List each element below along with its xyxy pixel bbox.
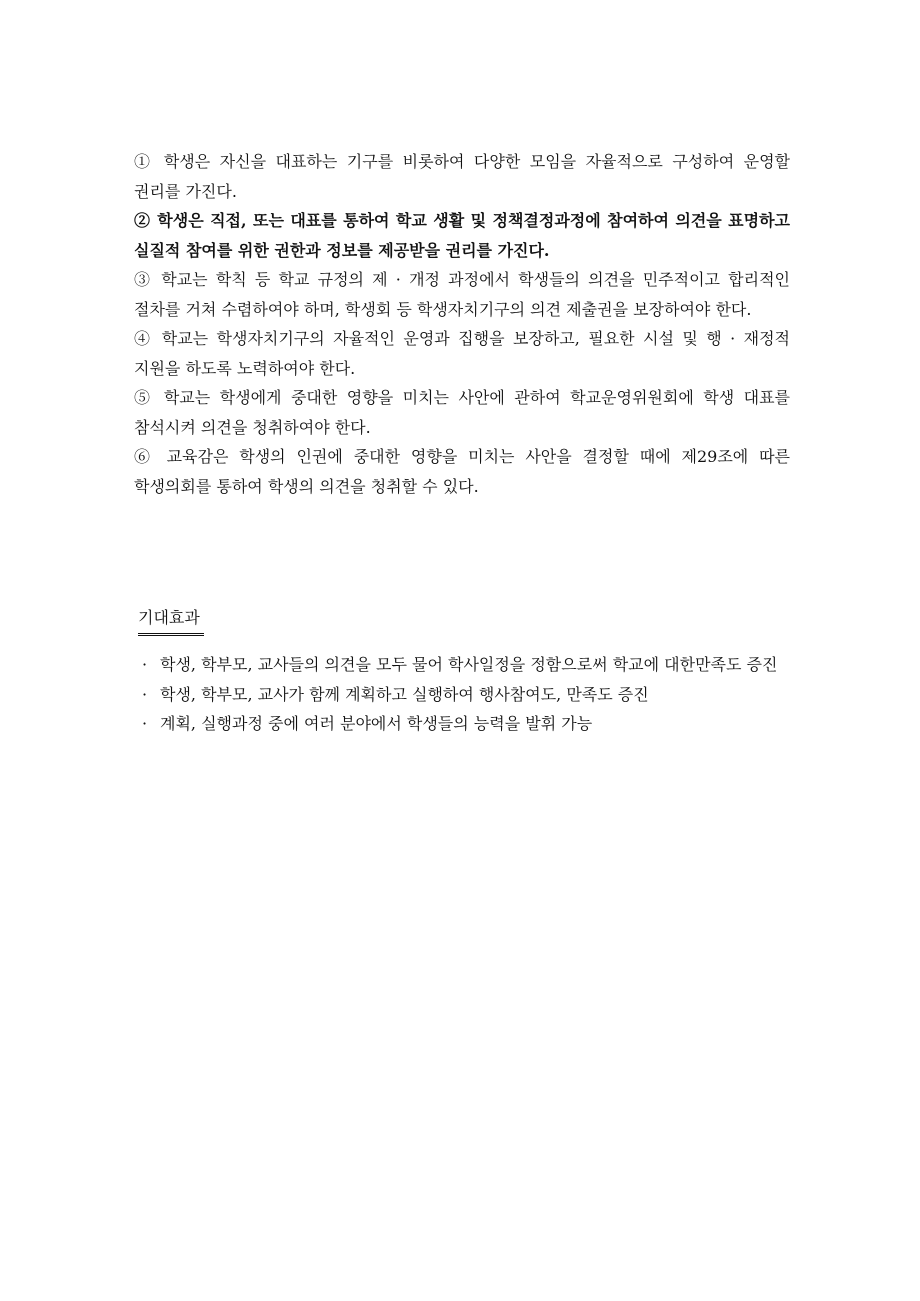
effect-text: 학생, 학부모, 교사들의 의견을 모두 물어 학사일정을 정함으로써 학교에 대한만족도 증진	[160, 655, 778, 674]
clause-4: ④ 학교는 학생자치기구의 자율적인 운영과 집행을 보장하고, 필요한 시설 및 행 · 재정적 지원을 하도록 노력하여야 한다.	[134, 329, 790, 378]
expected-effects-list	[142, 650, 798, 739]
list-item	[142, 709, 798, 739]
clause-2: ② 학생은 직접, 또는 대표를 통하여 학교 생활 및 정책결정과정에 참여하여 의견을 표명하고 실질적 참여를 위한 권한과 정보를 제공받을 권리를 가진다.	[134, 211, 790, 260]
bullet-dot: ·	[142, 714, 148, 733]
clause-5: ⑤ 학교는 학생에게 중대한 영향을 미치는 사안에 관하여 학교운영위원회에 학생 대표를 참석시켜 의견을 청취하여야 한다.	[134, 388, 790, 437]
clause-3: ③ 학교는 학칙 등 학교 규정의 제 · 개정 과정에서 학생들의 의견을 민주적이고 합리적인 절차를 거쳐 수렴하여야 하며, 학생회 등 학생자치기구의 의견 제출권을 보장하여야 한다.	[134, 270, 790, 319]
effect-text: 학생, 학부모, 교사가 함께 계획하고 실행하여 행사참여도, 만족도 증진	[160, 684, 649, 704]
article-clauses	[134, 147, 790, 501]
list-item	[142, 650, 798, 680]
bullet-dot: ·	[142, 684, 148, 704]
clause-6: ⑥ 교육감은 학생의 인권에 중대한 영향을 미치는 사안을 결정할 때에 제29조에 따른 학생의회를 통하여 학생의 의견을 청취할 수 있다.	[134, 447, 790, 496]
bullet-dot: ·	[142, 655, 148, 674]
list-item	[142, 680, 798, 710]
effect-text: 계획, 실행과정 중에 여러 분야에서 학생들의 능력을 발휘 가능	[160, 714, 593, 733]
expected-effects-heading: 기대효과	[138, 606, 204, 636]
clause-1: ① 학생은 자신을 대표하는 기구를 비롯하여 다양한 모임을 자율적으로 구성하여 운영할 권리를 가진다.	[134, 152, 790, 201]
